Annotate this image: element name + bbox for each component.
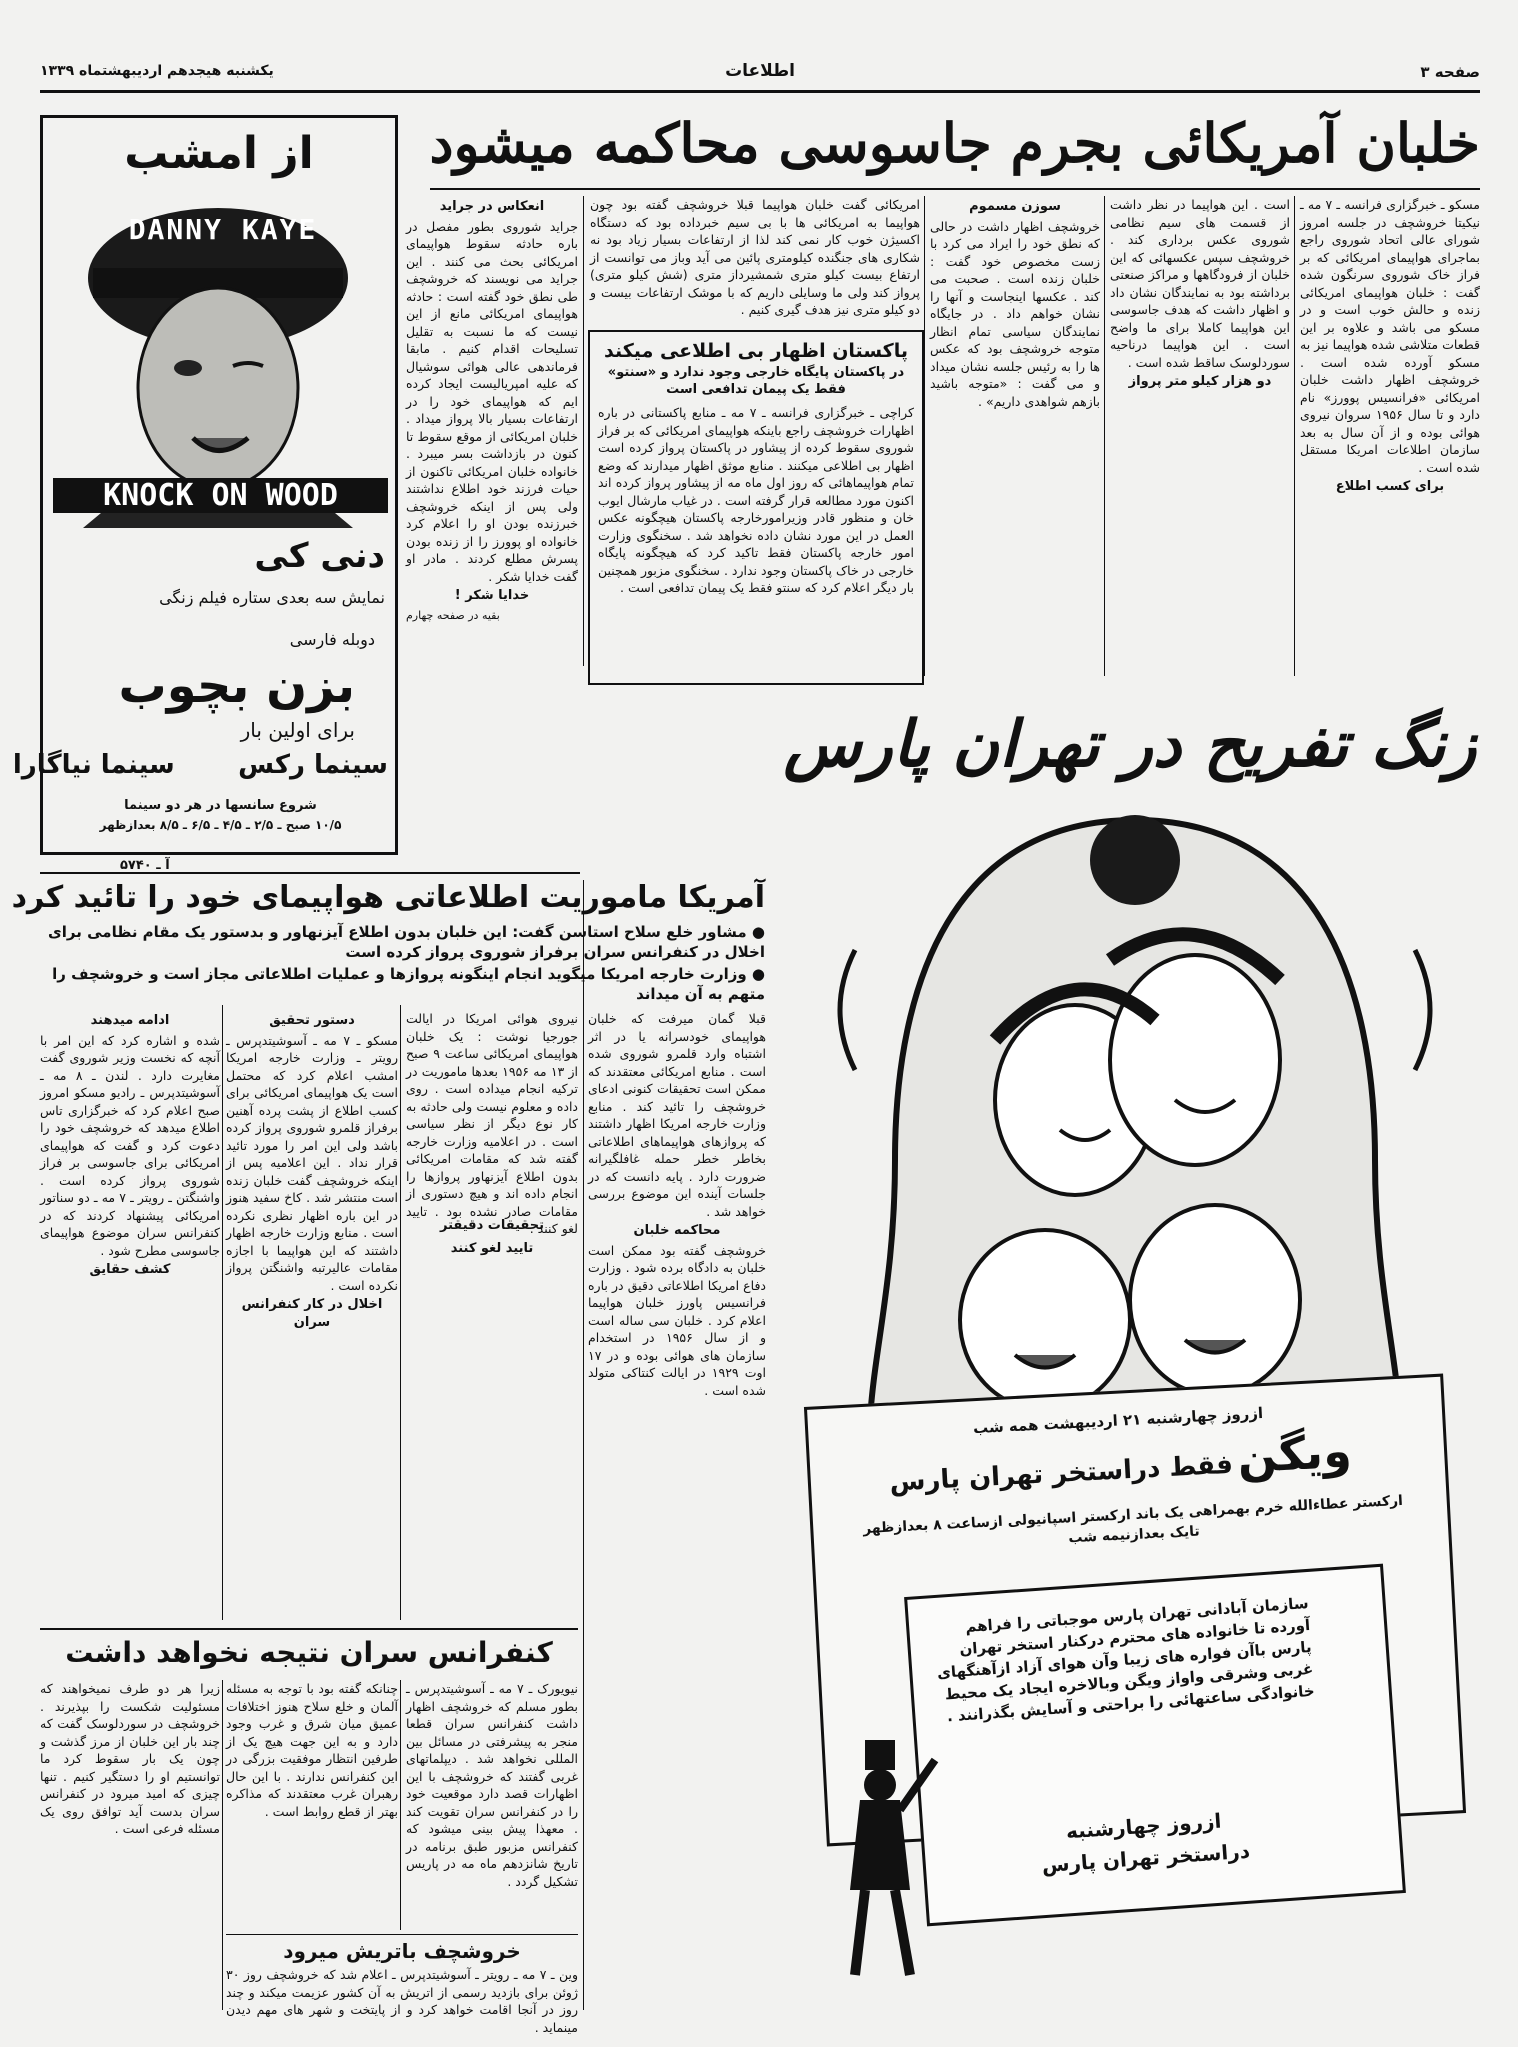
movie-first-time: برای اولین بار — [240, 718, 355, 742]
conference-col-3: زیرا هر دو طرف نمیخواهند که مسئولیت شکست را بپذیرند . خروشچف در سوردلوسک گفت که چند بار این خلبان از مرز گذشت و چون یک بار سقوط کرد ما توانستیم او را دستگیر کنیم . تنها چیزی که امید میرود در کنفرانس سران بدست آید توافق روی یک مسئله فرعی است . — [40, 1681, 220, 1836]
paper-name: اطلاعات — [725, 61, 795, 81]
park-ad-brand-rest: فقط دراستخر تهران پارس — [888, 1449, 1234, 1498]
col-divider — [583, 880, 584, 2010]
us-col-b-text: مسکو ـ ۷ مه ـ آسوشیتدپرس ـ رویتر ـ وزارت خارجه امریکا امشب اعلام کرد که محتمل است یک هواپیمای امریکائی برای کسب اطلاع از پشت پرده آهنین برفراز قلمرو شوروی پرواز کرده باشد ولی این امر را مورد تائید قرار نداد . این اعلامیه پس از اینکه خروشچف گفت خلبان زنده است منتشر شد . کاخ سفید هنوز در این باره اظهار نظری نکرده است . منابع وزارت خارجه اظهار داشتند که این هواپیما با اجازه مقامات عالیرتبه واشنگتن پرواز نکرده است . — [226, 1032, 398, 1293]
park-ad-date-line: ازروز چهارشنبه ۲۱ اردیبهشت همه شب — [972, 1404, 1264, 1438]
masthead — [40, 55, 1480, 95]
park-ad-headline: زنگ تفریح در تهران پارس — [783, 707, 1477, 782]
movie-tonight: از امشب — [124, 128, 314, 179]
movie-star-en: DANNY KAYE — [128, 213, 318, 246]
conference-top-rule — [40, 1628, 578, 1630]
pakistan-text: کراچی ـ خبرگزاری فرانسه ـ ۷ مه ـ منابع پاکستانی در باره اظهارات خروشچف راجع باینکه هواپیمای امریکائی که بر فراز شوروی سقوط کرده از پیشاور در پاکستان پرواز کرده است اظهار بی اطلاعی میکنند . منابع موثق اظهار میدارند که وضع تمام هواپیماهائی که روز اول ماه مه از پیشاور پرواز کرده اند اکنون مورد مطالعه قرار گرفته است . در غیاب مارشال ایوب خان و منظور قادر وزیرامورخارجه پاکستان هیچگونه عکس العمل در این مورد نشان داده نخواهد شد . سخنگوی وزارت امور خارجه پاکستان فقط تاکید کرد که هیچگونه پایگاه خارجی در خاک پاکستان وجود ندارد . سخنگوی مزبور همچنین بار دیگر اعلام کرد که سنتو فقط یک پیمان تدافعی است . — [598, 405, 915, 595]
reaction-subhead-2: خدایا شکر ! — [454, 588, 530, 603]
movie-ad-code: آ ـ ۵۷۴۰ — [120, 858, 170, 873]
park-ad-orchestra: ارکستر عطاءالله خرم بهمراهی یک باند ارکستر اسپانیولی ازساعت ۸ بعدازظهر تایک بعدازنیمه شب — [862, 1492, 1404, 1547]
us-col-c-text: شده و اشاره کرد که این امر با آنچه که نخست وزیر شوروی گفت مغایرت دارد . لندن ـ ۸ مه ـ آسوشیتدپرس ـ رادیو مسکو امروز صبح اعلام کرد که خبرگزاری تاس اطلاع میدهد که خروشچف خود را دعوت کرد و گفت که هواپیمای امریکائی برای جاسوسی بر فراز شوروی پرواز کرده است . واشنگتن ـ رویتر ـ ۷ مه ـ دو سناتور امریکائی پیشنهاد کردند که در کنفرانس سران موضوع هواپیمای جاسوسی مطرح شود . — [40, 1032, 220, 1258]
espionage-sub: محاکمه خلبان — [633, 1223, 721, 1238]
park-ad-pool: دراستخر تهران پارس — [1041, 1838, 1251, 1878]
main-col-2 — [1110, 196, 1290, 676]
masthead-rule — [40, 90, 1480, 93]
park-ad-brand: ویگن — [1236, 1423, 1353, 1484]
main-col-4 — [590, 196, 920, 324]
main-col-3 — [930, 196, 1100, 676]
movie-cinemas: سینما رکس سینما نیاگارا — [12, 750, 388, 780]
col-divider — [400, 1680, 401, 1930]
conference-col-1: نیویورک ـ ۷ مه ـ آسوشیتدپرس ـ بطور مسلم که خروشچف اظهار داشت کنفرانس سران قطعا منجر به پیشرفتی در مسائل بین المللی نخواهد شد . دیپلماتهای غربی گفتند که خروشچف با این اظهارات قصد دارد موقعیت خود را در کنفرانس سران تقویت کند . معهذا پیش بینی میشود که کنفرانس مزبور طبق برنامه در تاریخ شانزدهم ماه مه در پاریس تشکیل گردد . — [406, 1681, 579, 1889]
us-col-a-text: نیروی هوائی امریکا در ایالت جورجیا نوشت : یک خلبان هواپیمای امریکائی ساعت ۹ صبح از ۱۳ مه ۱۹۵۶ بعدها ماموریت در ترکیه انجام میداده است . روی داده و معلوم نیست ولی حادثه به کار نوع دیگر از نظر سیاسی است . در اعلامیه وزارت خارجه گفته شد که مقامات امریکائی بدون اطلاع آیزنهاور پروازها را انجام داده اند و هیچ دستوری از مقامات صادر نشده بود . تایید لغو کنند . — [406, 1011, 578, 1236]
austria-text: وین ـ ۷ مه ـ رویتر ـ آسوشیتدپرس ـ اعلام شد که خروشچف روز ۳۰ ژوئن برای بازدید رسمی از اتریش به آن کشور عزیمت میکند و چند روز در آنجا اقامت خواهد کرد و از پایتخت و شهر های مهم دیدن مینماید . — [226, 1967, 578, 2035]
top-hat-man-silhouette — [815, 1740, 955, 1980]
us-sub-inquiry: تحقیقات دقیقتر — [440, 1218, 544, 1233]
main-col-1 — [1300, 196, 1480, 676]
reaction-end-note: بقیه در صفحه چهارم — [406, 608, 500, 622]
espionage-text: قبلا گمان میرفت که خلبان هواپیمای خودسرانه یا در اثر اشتباه وارد قلمرو شوروی شده است . منابع امریکائی معتقدند که ممکن است تحقیقات کنونی ادعای خروشچف را تائید کند . منابع وزارت خارجه امریکا اظهار داشتند که پروازهای هواپیماهای اطلاعاتی بخاطر خطر حمله غافلگیرانه ضرورت دارد . پایه دانست که در جلسات آینده این موضوع بررسی خواهد شد . — [588, 1011, 766, 1219]
col-divider — [924, 196, 925, 676]
main-headline: خلبان آمریکائی بجرم جاسوسی محاکمه میشود — [429, 111, 1480, 175]
austria-headline: خروشچف باتریش میرود — [283, 1939, 521, 1963]
col-divider — [1104, 196, 1105, 676]
issue-date: یکشنبه هیجدهم اردیبهشتماه ۱۳۳۹ — [40, 63, 274, 79]
movie-ad — [12, 115, 398, 855]
main-col-1-text: مسکو ـ خبرگزاری فرانسه ـ ۷ مه ـ نیکیتا خروشچف در جلسه امروز شورای عالی اتحاد شوروی راجع بماجرای هواپیمای امریکائی که بر فراز خاک شوروی سرنگون شده گفت : خلبان هواپیمای امریکائی زنده و حالش خوب است و در مسکو می باشد و علاوه بر این قطعات متلاشی شده هواپیما نیز به مسکو آورده شده است . خروشچف اظهار داشت خلبان امریکائی «فرانسیس پوورز» نام دارد و تا سال ۱۹۵۶ سروان نیروی هوائی بوده و از آن سال به بعد سازمان اطلاعات امریکا مستقل شده است . — [1300, 197, 1480, 475]
movie-shows: ۱۰/۵ صبح ـ ۲/۵ ـ ۴/۵ ـ ۶/۵ ـ ۸/۵ بعدازظهر — [99, 818, 342, 832]
main-col-3-text: خروشچف اظهار داشت در حالی که نطق خود را ایراد می کرد با زست مخصوص خود گفت : خلبان زنده است . صحبت می کند . عکسها اینجاست و آنها را نشان خواهم داد . در جایگاه نمایندگان سیاسی تمام انظار متوجه خروشچف بود که عکس ها را به رئیس جلسه نشان میداد و می گفت : «متوجه باشید بازهم شواهدی داریم» . — [930, 218, 1100, 409]
us-col-d — [406, 1215, 578, 1620]
us-sub-confirm: تایید لغو کنند — [450, 1240, 534, 1256]
us-col-b — [226, 1010, 398, 1620]
movie-title-fa: بزن بچوب — [118, 658, 355, 714]
main-col-2-text: است . این هواپیما در نظر داشت از قسمت های سیم نظامی شوروی عکس برداری کند . خروشچف سپس عکسهائی که این خلبان از فرودگاهها و مراکز صنعتی برداشته بود به نمایندگان نشان داد و اظهار داشت که هدف جاسوسی این هواپیما کاملا برای ما واضح است . این هواپیما درناحیه سوردلوسک ساقط شده است . — [1110, 197, 1290, 370]
espionage-cont — [588, 1010, 766, 2010]
austria-rule — [226, 1934, 578, 1935]
park-ad — [775, 700, 1485, 2020]
us-col-c — [40, 1010, 220, 1620]
us-bullet-2-text: وزارت خارجه امریکا میگوید انجام اینگونه پروازها و عملیات اطلاعاتی مجاز است و خروشچف را متهم به آن میداند — [52, 965, 765, 1003]
movie-tagline: نمایش سه بعدی ستاره فیلم زنگی — [159, 588, 385, 607]
us-sub-ekhtelal: اخلال در کار کنفرانس سران — [241, 1297, 383, 1330]
headline-rule — [430, 188, 1480, 190]
us-bullet-1: ● مشاور خلع سلاح استاسن گفت: این خلبان بدون اطلاع آیزنهاور و بدستور یک مقام نظامی برای اخلال در کنفرانس سران برفراز شوروی پرواز کرده است — [48, 923, 765, 961]
col-divider — [222, 1680, 223, 2010]
conference-col-2: چنانکه گفته بود با توجه به مسئله آلمان و خلع سلاح هنوز اختلافات عمیق میان شرق و غرب وجود دارد و به این جهت هیچ یک از طرفین انتظار موفقیت بزرگی در این کنفرانس ندارند . با این حال رهبران غرب معتقدند که مذاکره بهتر از قطع روابط است . — [226, 1681, 398, 1819]
us-top-rule — [40, 872, 580, 874]
espionage-text-2: خروشچف گفته بود ممکن است خلبان به دادگاه برده شود . وزارت دفاع امریکا اطلاعاتی دقیق در باره فرانسیس پاورز خلبان هواپیما اعلام کرد . خلبان سی ساله است و از سال ۱۹۵۶ در استخدام سازمان های هوائی بوده و در ۱۷ اوت ۱۹۲۹ در ایالت کنتاکی متولد شده است . — [588, 1242, 766, 1398]
page-number: صفحه ۳ — [1420, 63, 1480, 81]
col-divider — [1294, 196, 1295, 676]
movie-shows-title: شروع سانسها در هر دو سینما — [124, 798, 317, 813]
pakistan-box — [588, 330, 924, 685]
us-sub-london: ادامه میدهند — [90, 1013, 170, 1028]
us-sub-truth: کشف حقایق — [89, 1262, 171, 1277]
us-bullet-1-text: مشاور خلع سلاح استاسن گفت: این خلبان بدون اطلاع آیزنهاور و بدستور یک مقام نظامی برای اخلال در کنفرانس سران برفراز شوروی پرواز کرده است — [48, 923, 765, 961]
park-ad-body: سازمان آبادانی تهران پارس موجباتی را فراهم آورده تا خانواده های محترم درکنار استخر تهران پارس باآن فواره های زیبا وآن هوای آزاد ازآهنگهای غربی وشرقی واواز ویگن وبالاخره ایجاد یک محیط خانوادگی ساعتهائی را براحتی و آسایش بگذرانند . — [936, 1593, 1316, 1726]
pakistan-deck: در پاکستان پایگاه خارجی وجود ندارد و «سنتو» فقط یک پیمان تدافعی است — [607, 365, 905, 397]
pakistan-headline: پاکستان اظهار بی اطلاعی میکند — [604, 340, 908, 362]
us-bullet-2: ● وزارت خارجه امریکا میگوید انجام اینگونه پروازها و عملیات اطلاعاتی مجاز است و خروشچف را متهم به آن میداند — [52, 965, 765, 1003]
col-divider — [222, 1005, 223, 1620]
subhead-sozan: سوزن مسموم — [969, 199, 1061, 214]
subhead-kasb: برای کسب اطلاع — [1335, 479, 1445, 494]
us-headline: آمریکا ماموریت اطلاعاتی هواپیمای خود را تائید کرد — [11, 880, 765, 915]
col-divider — [400, 1005, 401, 1620]
subhead-do-hezar: دو هزار کیلو متر پرواز — [1128, 374, 1272, 389]
reaction-column — [406, 196, 578, 866]
col-divider — [583, 196, 584, 666]
park-ad-from-wed: ازروز چهارشنبه — [1065, 1808, 1223, 1844]
movie-dubbed: دوبله فارسی — [289, 630, 375, 649]
movie-star-fa: دنی کی — [254, 536, 385, 576]
movie-title-en: KNOCK ON WOOD — [53, 478, 388, 513]
us-sub-dastoor: دستور تحقیق — [269, 1013, 355, 1028]
conference-headline: کنفرانس سران نتیجه نخواهد داشت — [65, 1636, 553, 1669]
park-ad-body-box — [904, 1564, 1406, 1927]
reaction-text: جراید شوروی بطور مفصل در باره حادثه سقوط هواپیمای امریکائی بحث می کنند . این جراید می نویسند که خروشچف طی نطق خود گفته است : حادثه هواپیمای امریکائی مانع از این نیست که ما نسبت به تقلیل تسلیحات اقدام کنیم . مابقا فرماندهی عالی هوائی سوشیال که علیه امپریالیست ایجاد کرده ایم که هواپیمای خود را در ارتفاعات بسیار بالا پرواز میداد . خلبان امریکائی از موقع سقوط تا کنون در بازداشت بسر میبرد . خانواده خلبان امریکائی تاکنون از حیات فرزند خود اطلاع نداشتند ولی پس از اینکه خروشچف خبرزنده بودن او را اعلام کرد خانواده او پوورز را از زنده بودن پسرش مطلع کردند . مادر او گفت خدایا شکر . — [406, 218, 578, 584]
reaction-subhead: انعکاس در جراید — [439, 199, 545, 214]
main-col-4-text: امریکائی گفت خلبان هواپیما قبلا خروشچف گفته بود چون هواپیما به امریکائی ها با بی سیم خبرداده بود که دستگاه اکسیژن خوب کار نمی کند لذا از ارتفاعات بسیار زیاد بود نه شکاری های جنگنده کیلومتری پائین می آید وباز می توانست از ارتفاع بیست کیلو متری شمشیرداز متری (شش کیلو متری) پرواز کند ولی ما وسایلی داریم که با موشک ارتفاعات بیست و دو کیلو متری نیز هدف گیری کنیم . — [590, 197, 920, 317]
